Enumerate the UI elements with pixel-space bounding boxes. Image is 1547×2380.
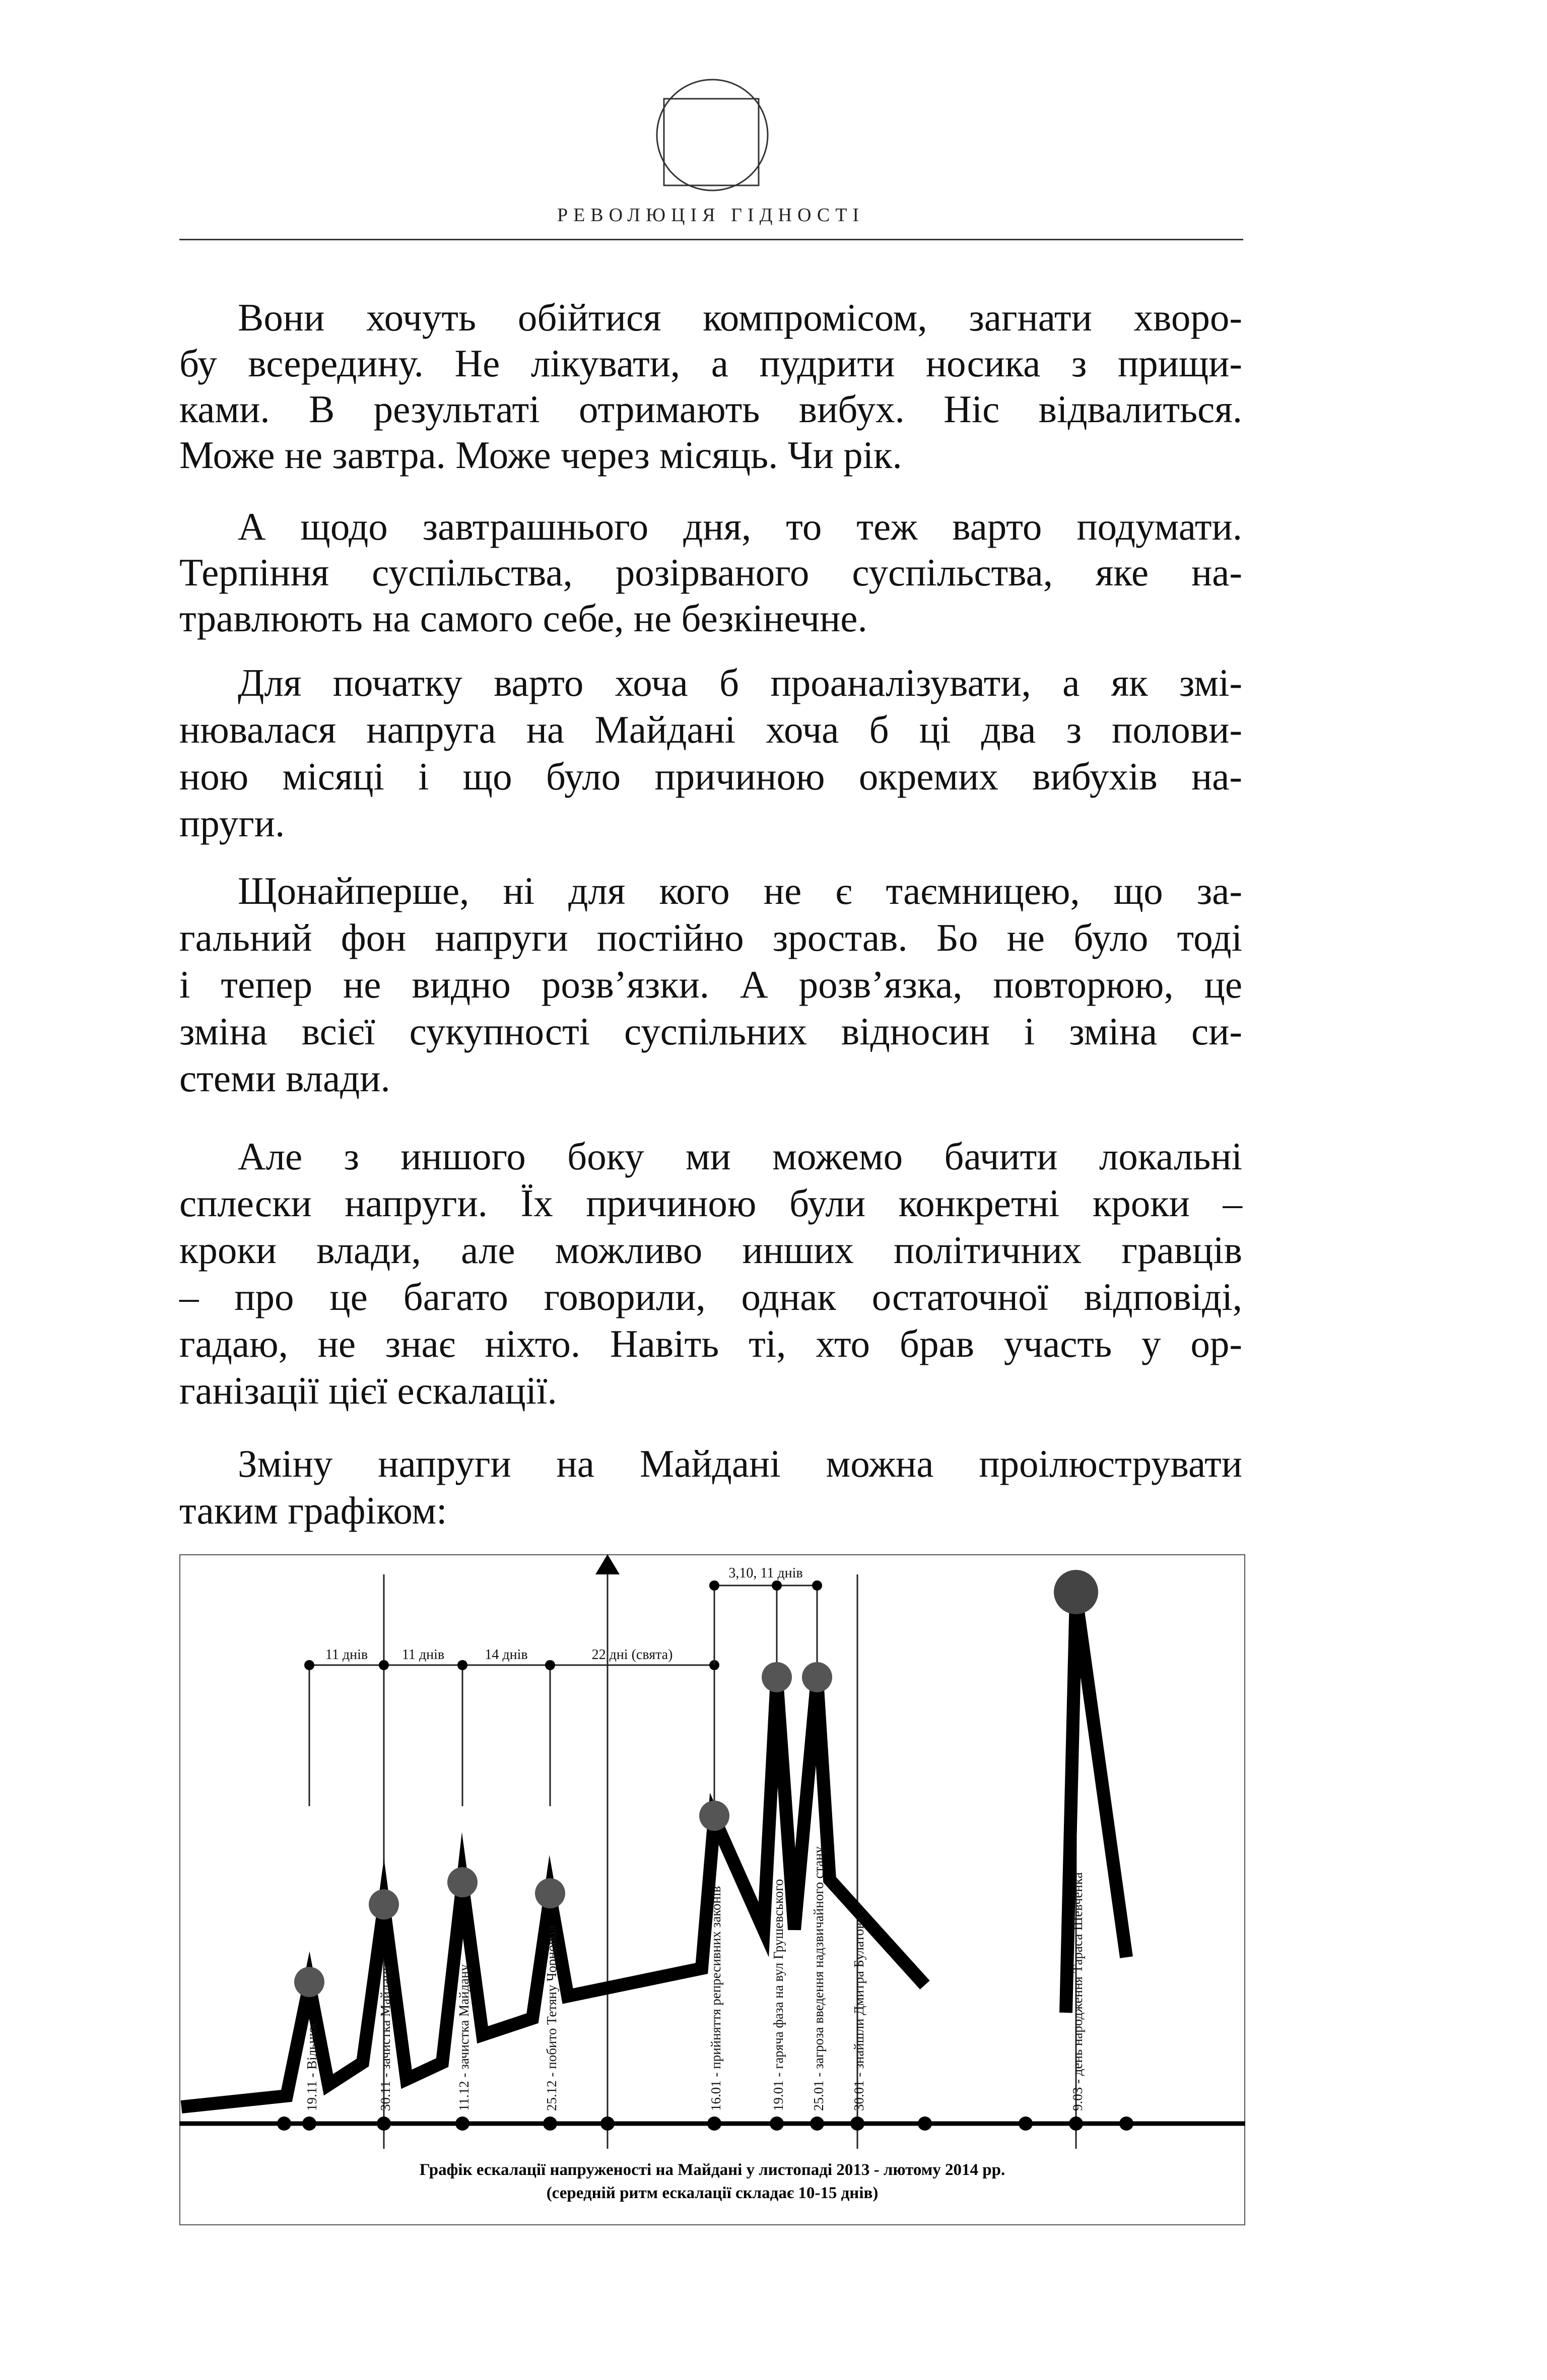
- interval-dot: [304, 1660, 314, 1670]
- book-emblem: [653, 76, 772, 194]
- event-label: 19.01 - гаряча фаза на вул Грушевського: [771, 1879, 786, 2111]
- chart-title: Графік ескалації напруженості на Майдані у листопаді 2013 - лютому 2014 рр.: [419, 2161, 1005, 2179]
- text-line: нювалася напруга на Майдані хоча б ці два з полови-: [179, 708, 1242, 751]
- text-line: Щонайперше, ні для кого не є таємницею, що за-: [238, 869, 1242, 912]
- text-line: зміна всієї сукупності суспільних відносин і зміна си-: [179, 1010, 1242, 1053]
- text-line: ганізації цієї ескалації.: [179, 1369, 557, 1412]
- header-rule: [179, 239, 1243, 240]
- text-line: Вони хочуть обійтися компромісом, загнати хворо-: [238, 296, 1242, 339]
- peak-marker-large: [1054, 1570, 1098, 1614]
- interval-label: 11 днів: [325, 1647, 368, 1663]
- interval-dot: [379, 1660, 389, 1670]
- text-line: Зміну напруги на Майдані можна проілюструвати: [238, 1442, 1242, 1485]
- interval-label: 22 дні (свята): [591, 1647, 673, 1663]
- text-line: А щодо завтрашнього дня, то теж варто подумати.: [238, 505, 1242, 548]
- event-label: 9.03 - день народження Тараса Шевченка: [1070, 1872, 1085, 2111]
- text-line: Терпіння суспільства, розірваного суспільства, яке на-: [179, 551, 1242, 594]
- axis-tick-dot: [770, 2117, 784, 2131]
- peak-marker: [535, 1878, 565, 1908]
- text-line: – про це багато говорили, однак остаточної відповіді,: [179, 1275, 1242, 1318]
- peak-marker: [294, 1967, 324, 1997]
- text-line: таким графіком:: [179, 1489, 447, 1532]
- event-label: 30.11 - зачистка Майдану: [378, 1964, 393, 2111]
- axis-tick-dot: [918, 2117, 932, 2131]
- peak-marker: [699, 1801, 729, 1831]
- interval-dot: [812, 1580, 822, 1591]
- text-line: бу всередину. Не лікувати, а пудрити носика з прищи-: [179, 342, 1242, 385]
- interval-dot: [709, 1580, 719, 1591]
- text-line: кроки влади, але можливо инших політичних гравців: [179, 1228, 1242, 1272]
- axis-tick-dot: [1069, 2117, 1083, 2131]
- text-line: Для початку варто хоча б проаналізувати, а як змі-: [238, 661, 1242, 704]
- text-line: Може не завтра. Може через місяць. Чи рік.: [179, 433, 902, 477]
- event-label: 25.12 - побито Тетяну Чорновол: [544, 1925, 559, 2111]
- text-line: гальний фон напруги постійно зростав. Бо не було тоді: [179, 916, 1242, 959]
- event-label: 11.12 - зачистка Майдану: [456, 1964, 472, 2111]
- axis-tick-dot: [850, 2117, 864, 2131]
- text-line: стеми влади.: [179, 1056, 390, 1100]
- axis-tick-dot: [302, 2117, 316, 2131]
- axis-tick-dot: [377, 2117, 391, 2131]
- text-line: Але з иншого боку ми можемо бачити локальні: [238, 1135, 1242, 1178]
- text-line: і тепер не видно розв’язки. А розв’язка, повторюю, це: [179, 963, 1242, 1006]
- axis-tick-dot: [1019, 2117, 1033, 2131]
- interval-dot: [457, 1660, 467, 1670]
- event-label: 19.11 - Вільнюс: [304, 2020, 319, 2111]
- text-line: ною місяці і що було причиною окремих вибухів на-: [179, 755, 1242, 798]
- axis-tick-dot: [707, 2117, 721, 2131]
- axis-tick-dot: [1119, 2117, 1133, 2131]
- axis-tick-dot: [277, 2117, 291, 2131]
- text-line: гадаю, не знає ніхто. Навіть ті, хто брав участь у ор-: [179, 1322, 1242, 1365]
- interval-dot: [545, 1660, 555, 1670]
- text-line: травлюють на самого себе, не безкінечне.: [179, 597, 867, 640]
- escalation-chart: [179, 1554, 1245, 2225]
- interval-dot: [772, 1580, 782, 1591]
- event-label: 16.01 - прийняття репресивних законів: [708, 1886, 723, 2111]
- axis-tick-dot: [600, 2117, 615, 2131]
- axis-tick-dot: [543, 2117, 557, 2131]
- event-label: 25.01 - загроза введення надзвичайного стану: [811, 1846, 826, 2111]
- axis-tick-dot: [810, 2117, 824, 2131]
- interval-label: 11 днів: [401, 1647, 445, 1663]
- text-line: ками. В результаті отримають вибух. Ніс відвалиться.: [179, 387, 1242, 431]
- chart-subtitle: (середній ритм ескалації складає 10-15 днів): [546, 2184, 879, 2202]
- interval-label: 14 днів: [485, 1647, 528, 1663]
- running-title: РЕВОЛЮЦІЯ ГІДНОСТІ: [557, 205, 865, 226]
- interval-label: 3,10, 11 днів: [728, 1565, 803, 1581]
- text-line: пруги.: [179, 802, 285, 845]
- peak-marker: [802, 1662, 832, 1692]
- peak-marker: [369, 1889, 399, 1920]
- text-line: сплески напруги. Їх причиною були конкретні кроки –: [179, 1181, 1242, 1225]
- event-label: 30.01 - знайшли Дмитра Булатова: [851, 1916, 866, 2111]
- peak-marker: [762, 1662, 792, 1692]
- axis-tick-dot: [455, 2117, 469, 2131]
- peak-marker: [447, 1867, 478, 1897]
